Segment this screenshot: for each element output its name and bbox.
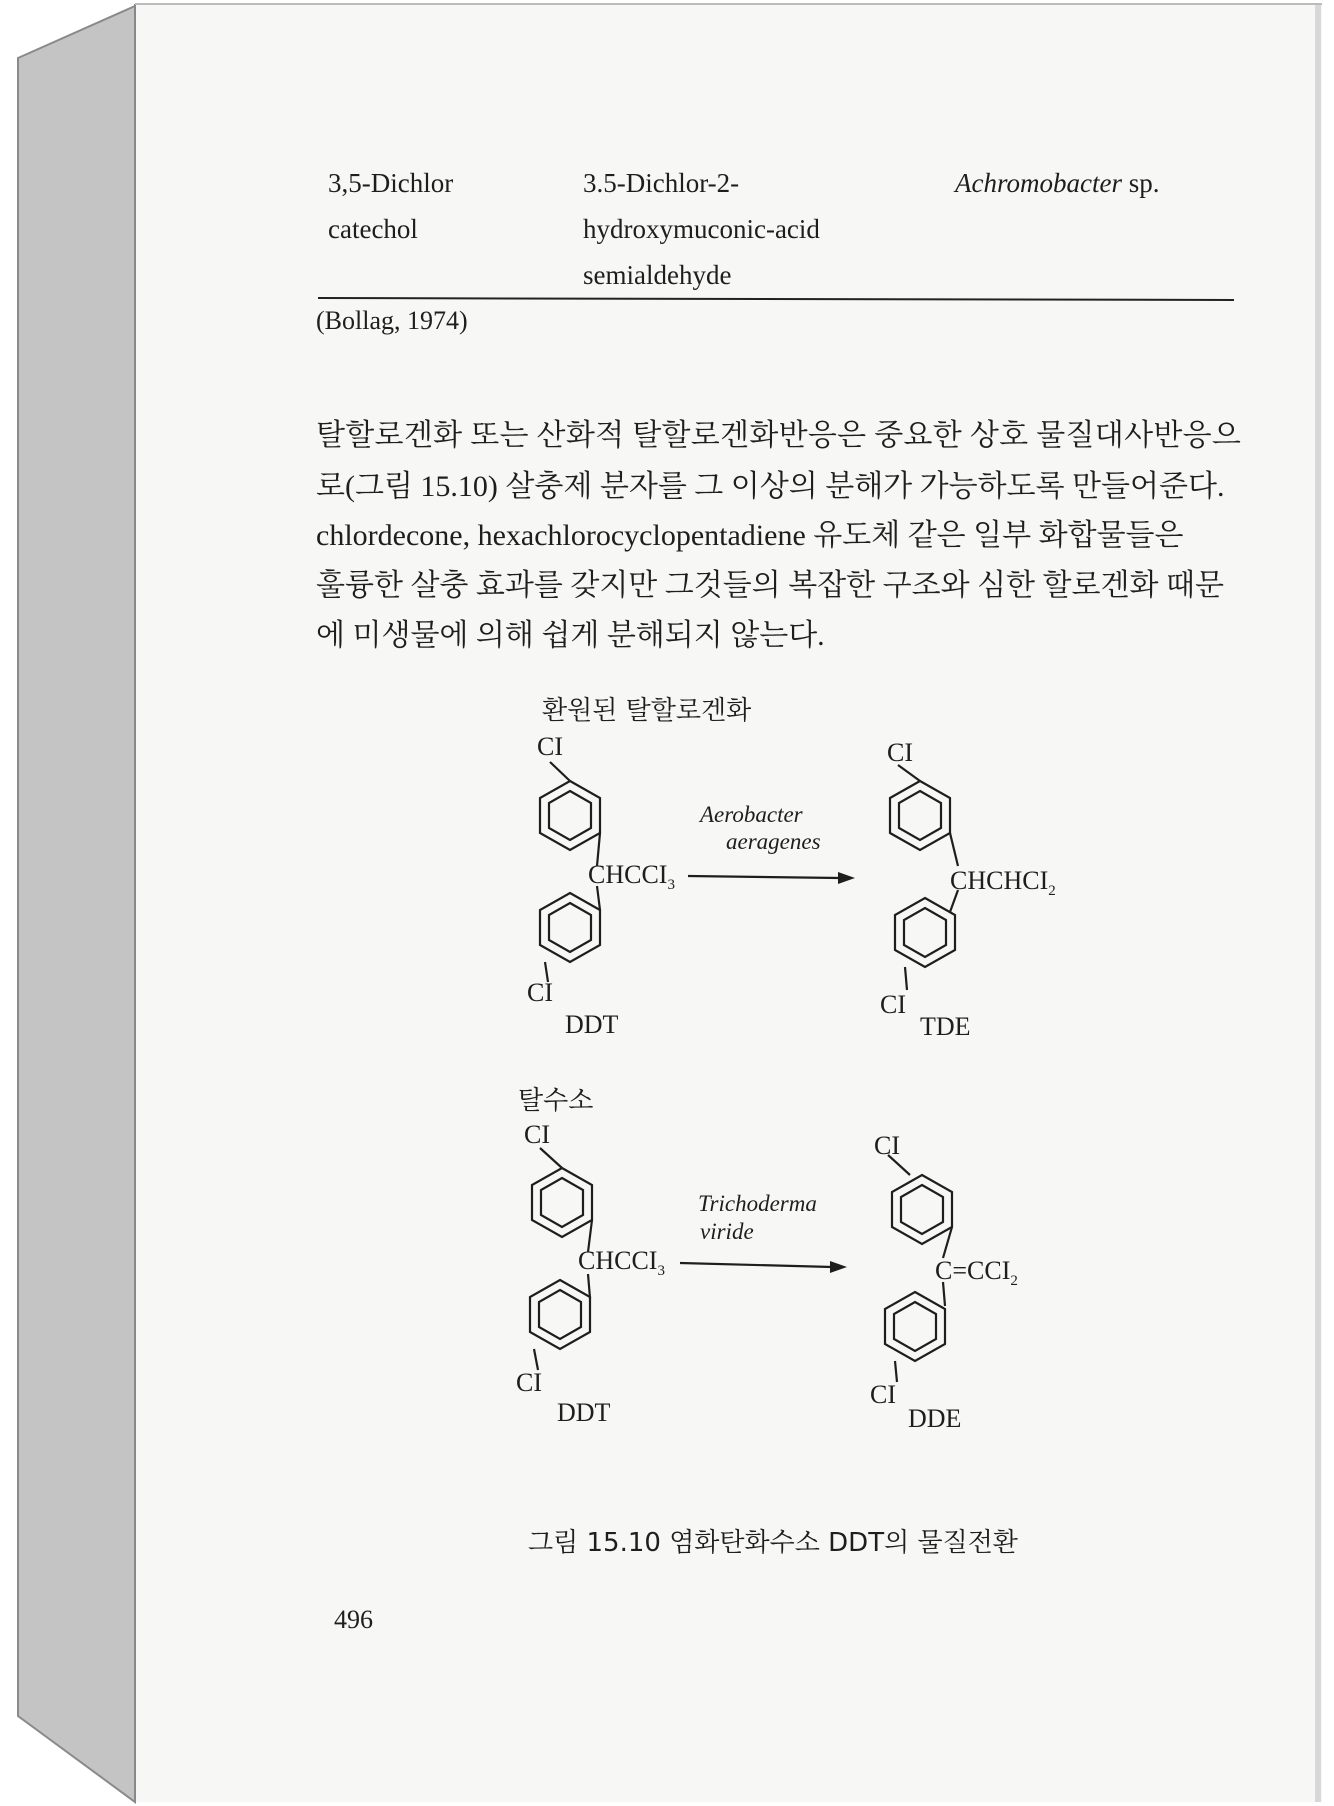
reaction2-reactant-top-cl: CI xyxy=(524,1120,550,1149)
reaction1-product-group xyxy=(950,866,1056,900)
body-line-1: 탈할로겐화 또는 산화적 탈할로겐화반응은 중요한 상호 물질대사반응으 xyxy=(316,419,1242,452)
benzene-ring xyxy=(890,781,950,850)
table-product-line-3: semialdehyde xyxy=(583,260,732,290)
reaction2-reactant-name: DDT xyxy=(557,1398,611,1427)
reaction1-reactant-group xyxy=(588,860,675,894)
benzene-ring xyxy=(540,781,600,850)
benzene-ring xyxy=(540,893,600,962)
reaction1-product-bottom-cl: CI xyxy=(880,990,906,1019)
benzene-ring xyxy=(892,1175,952,1244)
reaction2-reactant-group-text: CHCCI xyxy=(578,1246,658,1275)
benzene-ring xyxy=(530,1280,590,1349)
body-line-2: 로(그림 15.10) 살충제 분자를 그 이상의 분해가 가능하도록 만들어준다. xyxy=(316,470,1225,503)
reaction1-product-name: TDE xyxy=(920,1012,971,1041)
benzene-ring xyxy=(532,1168,592,1237)
reaction1-section-label: 환원된 탈할로겐화 xyxy=(542,696,752,726)
body-line-5: 에 미생물에 의해 쉽게 분해되지 않는다. xyxy=(316,619,825,652)
reaction2-product-group-text: C=CCI xyxy=(935,1256,1011,1285)
reaction2-product-name: DDE xyxy=(908,1404,962,1433)
arrow-head xyxy=(838,872,855,884)
reaction1-product-group-sub: 2 xyxy=(1048,883,1056,900)
benzene-ring xyxy=(885,1292,945,1361)
reaction1-reactant-group-text: CHCCI xyxy=(588,860,668,889)
reaction2-organism-line-1: Trichoderma xyxy=(698,1191,817,1216)
arrow-head xyxy=(830,1261,847,1273)
reaction2-reactant-group xyxy=(578,1246,665,1280)
table-compound-line-2: catechol xyxy=(328,214,418,244)
reaction2-product-top-cl: CI xyxy=(874,1131,900,1160)
body-line-3: chlordecone, hexachlorocyclopentadiene 유도체 같은 일부 화합물들은 xyxy=(316,519,1184,552)
reaction1-product-top-cl: CI xyxy=(887,738,913,767)
page-number: 496 xyxy=(334,1605,373,1634)
reaction2-product-group-sub: 2 xyxy=(1010,1273,1018,1290)
reaction2-product-bottom-cl: CI xyxy=(870,1380,896,1409)
reaction1-reactant-group-sub: 3 xyxy=(667,877,675,894)
figure-caption: 그림 15.10 염화탄화수소 DDT의 물질전환 xyxy=(528,1528,1018,1558)
table-product-line-1: 3.5-Dichlor-2- xyxy=(583,168,740,198)
reaction1-organism-line-1: Aerobacter xyxy=(700,802,803,827)
reaction1-reactant-name: DDT xyxy=(565,1010,619,1039)
benzene-ring xyxy=(895,898,955,967)
reaction2-product-group xyxy=(935,1256,1018,1290)
reaction1-product-group-text: CHCHCI xyxy=(950,866,1049,895)
reaction1-reactant-bottom-cl: CI xyxy=(527,978,553,1007)
table-compound-line-1: 3,5-Dichlor xyxy=(328,168,454,198)
body-line-4: 훌륭한 살충 효과를 갖지만 그것들의 복잡한 구조와 심한 할로겐화 때문 xyxy=(316,569,1224,602)
table-organism-suffix: sp. xyxy=(1128,168,1160,198)
reaction1-organism-line-2: aeragenes xyxy=(726,829,821,854)
reaction1-reactant-top-cl: CI xyxy=(537,732,563,761)
table-organism-genus: Achromobacter xyxy=(955,168,1122,198)
reaction2-section-label: 탈수소 xyxy=(518,1086,594,1116)
table-product-line-2: hydroxymuconic-acid xyxy=(583,214,820,244)
reaction2-reactant-group-sub: 3 xyxy=(657,1263,665,1280)
reaction2-reactant-bottom-cl: CI xyxy=(516,1368,542,1397)
reaction2-organism-line-2: viride xyxy=(700,1219,754,1244)
table-source: (Bollag, 1974) xyxy=(316,306,468,335)
